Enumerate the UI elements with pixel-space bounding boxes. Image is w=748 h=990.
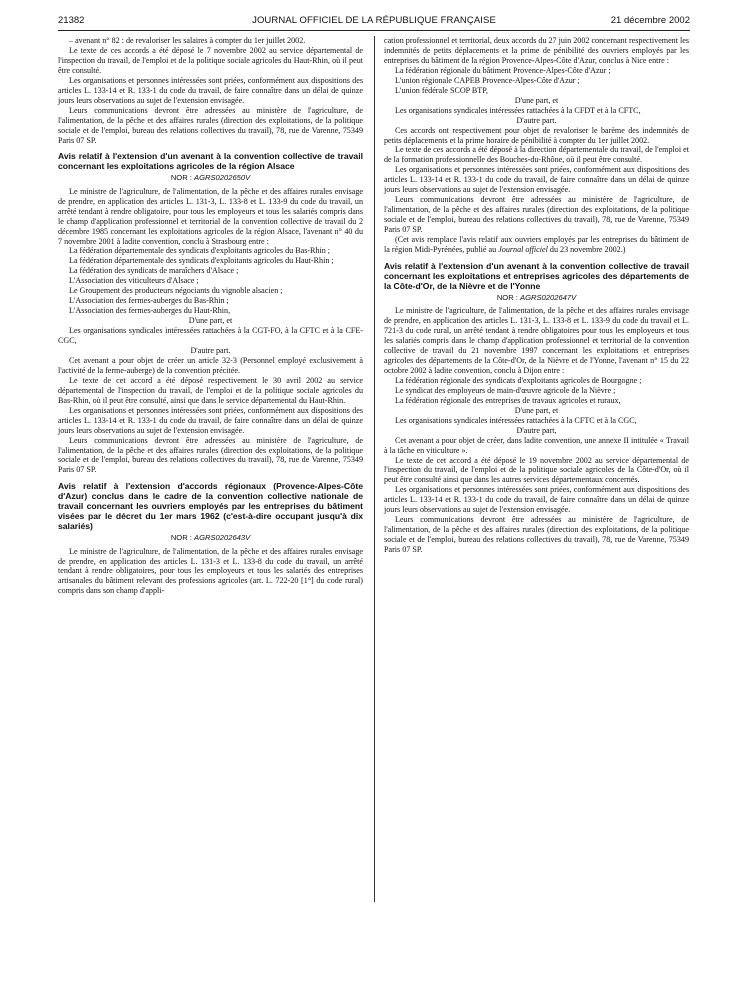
- party-item: L'Association des viticulteurs d'Alsace ;: [69, 276, 199, 286]
- left-column: [58, 36, 363, 596]
- paragraph: Les organisations et personnes intéressées sont priées, conformément aux dispositions des articles L. 133-14 et R. 133-1 du code du travail, de faire connaître dans un délai de quinze jours leurs observations au sujet de l'extension envisagée.: [384, 165, 689, 195]
- paragraph: Le ministre de l'agriculture, de l'alimentation, de la pêche et des affaires rurales envisage de prendre, en application des articles L. 131-3, L. 133-8 et L. 133-9 du code du travail et L. 721-3 du code rural, un arrêté tendant à rendre obligatoires pour tous les employeurs et tous les salariés compris dans le champ d'application professionnel et territorial de la convention collective de travail du 21 novembre 1997 concernant les exploitations et entreprises agricoles des départements de la Côte-d'Or, de la Nièvre et de l'Yonne, l'avenant n° 15 du 22 octobre 2002 à ladite convention, conclu à Dijon entre :: [384, 306, 689, 375]
- party-item: La fédération régionale du bâtiment Provence-Alpes-Côte d'Azur ;: [395, 65, 611, 75]
- journal-title: JOURNAL OFFICIEL DE LA RÉPUBLIQUE FRANÇAISE: [252, 15, 496, 26]
- paragraph: Les organisations et personnes intéressées sont priées, conformément aux dispositions des articles L. 133-14 et R. 133-1 du code du travail, de faire connaître dans un délai de quinze jours leurs observations au sujet de l'extension envisagée.: [384, 485, 689, 515]
- nor-label: NOR :: [496, 292, 521, 302]
- paragraph: – avenant n° 82 : de revaloriser les salaires à compter du 1er juillet 2002.: [69, 36, 306, 45]
- page-header: [58, 15, 690, 29]
- paragraph: Le texte de cet accord a été déposé le 19 novembre 2002 au service départemental de l'inspection du travail, de l'emploi et de la politique sociale agricoles de la Côte-d'Or, où il peut être consulté ainsi que dans les autres services départementaux concernés.: [384, 455, 689, 485]
- party-item: L'Association des fermes-auberges du Bas-Rhin ;: [69, 296, 229, 306]
- paragraph: Le texte de ces accords a été déposé le 7 novembre 2002 au service départemental de l'inspection du travail, de l'emploi et de la politique sociale agricoles du Haut-Rhin, où il peut être consulté.: [58, 45, 363, 75]
- paragraph: Le texte de ces accords a été déposé à la direction départementale du travail, de l'emploi et de la formation professionnelle des Bouches-du-Rhône, où il peut être consulté.: [384, 145, 689, 165]
- nor-code: AGRS0202643V: [194, 533, 251, 543]
- party-item: Le syndicat des employeurs de main-d'œuvre agricole de la Nièvre ;: [395, 385, 616, 395]
- party-item: La fédération régionale des syndicats d'exploitants agricoles de Bourgogne ;: [395, 375, 642, 385]
- party-item: La fédération des syndicats de maraîchers d'Alsace ;: [69, 266, 239, 276]
- right-column: [384, 36, 689, 555]
- nor-label: NOR :: [170, 533, 195, 543]
- paragraph: Leurs communications devront être adressées au ministère de l'agriculture, de l'alimentation, de la pêche et des affaires rurales (direction des exploitations, de la politique sociale et de l'emploi, bureau des relations collectives du travail), 78, rue de Varenne, 75349 Paris 07 SP.: [384, 195, 689, 235]
- column-divider: [374, 36, 375, 902]
- party-item: Le Groupement des producteurs négociants du vignoble alsacien ;: [69, 286, 283, 296]
- party-item: L'union fédérale SCOP BTP,: [395, 85, 488, 95]
- party-item: L'Association des fermes-auberges du Haut-Rhin,: [69, 306, 231, 316]
- paragraph: Cet avenant a pour objet de créer un article 32-3 (Personnel employé exclusivement à l'activité de la ferme-auberge) de la convention précitée.: [58, 355, 363, 375]
- replacement-note: [384, 235, 689, 255]
- note-journal: Journal officiel: [498, 245, 548, 255]
- avis-heading: Avis relatif à l'extension d'un avenant à la convention collective de travail concernant les exploitations et entreprises agricoles des départements de la Côte-d'Or, de la Nièvre et de l'Yonne: [384, 260, 689, 291]
- paragraph: Les organisations syndicales intéressées rattachées à la CGT-FO, à la CFTC et à la CFE-CGC,: [58, 326, 363, 346]
- paragraph: Les organisations syndicales intéressées rattachées à la CFDT et à la CFTC,: [395, 105, 641, 115]
- dune-part: D'une part, et: [514, 95, 559, 105]
- avis-heading: Avis relatif à l'extension d'accords régionaux (Provence-Alpes-Côte d'Azur) conclus dans le cadre de la convention collective nationale de travail concernant les ouvriers employés par les entreprises du bâtiment visées par le décret du 1er mars 1962 (c'est-à-dire occupant jusqu'à dix salariés): [58, 481, 363, 532]
- nor-code: AGRS0202647V: [520, 292, 577, 302]
- issue-date: 21 décembre 2002: [610, 15, 690, 26]
- header-rule: [58, 30, 690, 31]
- nor-reference: [384, 293, 689, 302]
- party-item: L'union régionale CAPEB Provence-Alpes-Côte d'Azur ;: [395, 75, 580, 85]
- dautre-part: D'autre part,: [516, 425, 557, 435]
- paragraph: Les organisations et personnes intéressées sont priées, conformément aux dispositions des articles L. 133-14 et R. 133-1 du code du travail, de faire connaître dans un délai de quinze jours leurs observations au sujet de l'extension envisagée.: [58, 405, 363, 435]
- page-number: 21382: [58, 15, 85, 26]
- nor-label: NOR :: [170, 173, 195, 183]
- paragraph: Leurs communications devront être adressées au ministère de l'agriculture, de l'alimentation, de la pêche et des affaires rurales (direction des exploitations, de la politique sociale et de l'emploi, bureau des relations collectives du travail), 78, rue de Varenne, 75349 Paris 07 SP.: [384, 515, 689, 555]
- paragraph: Les organisations et personnes intéressées sont priées, conformément aux dispositions des articles L. 133-14 et R. 133-1 du code du travail, de faire connaître dans un délai de quinze jours leurs observations au sujet de l'extension envisagée.: [58, 75, 363, 105]
- nor-reference: [58, 533, 363, 542]
- nor-reference: [58, 173, 363, 182]
- party-item: La fédération régionale des entreprises de travaux agricoles et ruraux,: [395, 395, 621, 405]
- dautre-part: D'autre part.: [190, 346, 231, 355]
- paragraph: Les organisations syndicales intéressées rattachées à la CFTC et à la CGC,: [395, 415, 637, 425]
- dautre-part: D'autre part.: [516, 115, 557, 125]
- paragraph: Leurs communications devront être adressées au ministère de l'agriculture, de l'alimentation, de la pêche et des affaires rurales (direction des exploitations, de la politique sociale et de l'emploi, bureau des relations collectives du travail), 78, rue de Varenne, 75349 Paris 07 SP.: [58, 435, 363, 475]
- note-suffix: du 23 novembre 2002.): [547, 245, 626, 255]
- dune-part: D'une part, et: [514, 405, 559, 415]
- paragraph: Le texte de cet accord a été déposé respectivement le 30 avril 2002 au service départemental de l'inspection du travail, de l'emploi et de la politique sociale agricoles du Bas-Rhin, où il peut être consulté, ainsi que dans le service départemental du Haut-Rhin.: [58, 375, 363, 405]
- party-item: La fédération départementale des syndicats d'exploitants agricoles du Bas-Rhin ;: [69, 246, 331, 256]
- avis-heading: Avis relatif à l'extension d'un avenant à la convention collective de travail concernant les exploitations agricoles de la région Alsace: [58, 151, 363, 172]
- paragraph: Le ministre de l'agriculture, de l'alimentation, de la pêche et des affaires rurales envisage de prendre, en application des articles L. 131-3, L. 133-8 et L. 133-9 du code du travail, un arrêté tendant à rendre obligatoire, pour tous les employeurs et tous les salariés compris dans le champ d'application professionnel et territorial de la convention collective de travail du 2 décembre 1985 concernant les exploitations agricoles de la région Alsace, l'avenant n° 40 du 7 novembre 2001 à ladite convention, conclu à Strasbourg entre :: [58, 186, 363, 246]
- paragraph: Le ministre de l'agriculture, de l'alimentation, de la pêche et des affaires rurales envisage de prendre, en application des articles L. 131-3 et L. 133-8 du code du travail, un arrêté tendant à rendre obligatoires, pour tous les employeurs et tous les salariés des entreprises artisanales du bâtiment relevant des professions agricoles (art. L. 722-20 [1°] du code rural) compris dans son champ d'appli-: [58, 546, 363, 596]
- dune-part: D'une part, et: [188, 316, 233, 326]
- paragraph: Ces accords ont respectivement pour objet de revaloriser le barème des indemnités de petits déplacements et la prime horaire de pénibilité à compter du 1er juillet 2002.: [384, 125, 689, 145]
- nor-code: AGRS0202650V: [194, 173, 251, 183]
- party-item: La fédération départementale des syndicats d'exploitants agricoles du Haut-Rhin ;: [69, 256, 334, 266]
- paragraph: Leurs communications devront être adressées au ministère de l'agriculture, de l'alimentation, de la pêche et des affaires rurales (direction des exploitations, de la politique sociale et de l'emploi, bureau des relations collectives du travail), 78, rue de Varenne, 75349 Paris 07 SP.: [58, 105, 363, 145]
- paragraph: cation professionnel et territorial, deux accords du 27 juin 2002 concernant respectivement les indemnités de petits déplacements et la prime de pénibilité des ouvriers employés par les entreprises du bâtiment de la région Provence-Alpes-Côte d'Azur, conclus à Nice entre :: [384, 36, 689, 65]
- paragraph: Cet avenant a pour objet de créer, dans ladite convention, une annexe II intitulée « Travail à la tâche en viticulture ».: [384, 435, 689, 455]
- note-prefix: (Cet avis remplace l'avis relatif aux ouvriers employés par les entreprises du bâtiment de la région Midi-Pyrénées, publié au: [384, 235, 689, 255]
